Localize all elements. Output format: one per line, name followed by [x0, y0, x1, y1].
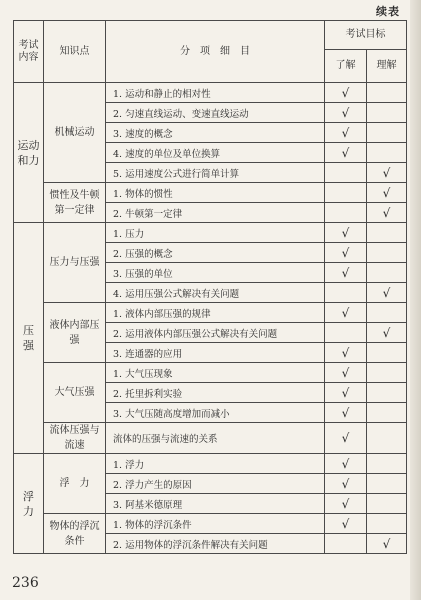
- detail-item: 1. 压力: [106, 223, 325, 243]
- table-row: [14, 83, 407, 103]
- knowledge-point-cell: 浮 力: [44, 454, 106, 514]
- knowledge-point-cell: 液体内部压强: [44, 303, 106, 363]
- comprehend-check-cell: [367, 534, 407, 554]
- table-row: [14, 454, 407, 474]
- check-mark-icon: √: [341, 125, 350, 140]
- understand-check-cell: [325, 323, 367, 343]
- check-mark-icon: √: [382, 536, 391, 551]
- understand-check-cell: [325, 103, 367, 123]
- understand-check-cell: [325, 303, 367, 323]
- detail-item: 3. 速度的概念: [106, 123, 325, 143]
- detail-item: 3. 连通器的应用: [106, 343, 325, 363]
- comprehend-check-cell: [367, 343, 407, 363]
- comprehend-check-cell: [367, 163, 407, 183]
- syllabus-body: [14, 83, 407, 554]
- detail-item: 1. 运动和静止的相对性: [106, 83, 325, 103]
- table-row: [14, 363, 407, 383]
- header-exam-goal: 考试目标: [325, 21, 407, 50]
- table-row: [14, 423, 407, 454]
- comprehend-check-cell: [367, 423, 407, 454]
- check-mark-icon: √: [382, 165, 391, 180]
- understand-check-cell: [325, 123, 367, 143]
- detail-item: 5. 运用速度公式进行简单计算: [106, 163, 325, 183]
- table-row: [14, 223, 407, 243]
- detail-item: 3. 大气压随高度增加而减小: [106, 403, 325, 423]
- knowledge-point-cell: 机械运动: [44, 83, 106, 183]
- check-mark-icon: √: [382, 185, 391, 200]
- check-mark-icon: √: [341, 145, 350, 160]
- table-row: [14, 183, 407, 203]
- knowledge-point-cell: 物体的浮沉条件: [44, 514, 106, 554]
- comprehend-check-cell: [367, 383, 407, 403]
- comprehend-check-cell: [367, 403, 407, 423]
- check-mark-icon: √: [341, 456, 350, 471]
- check-mark-icon: √: [341, 305, 350, 320]
- check-mark-icon: √: [382, 205, 391, 220]
- detail-item: 1. 物体的惯性: [106, 183, 325, 203]
- check-mark-icon: √: [341, 385, 350, 400]
- comprehend-check-cell: [367, 474, 407, 494]
- table-row: [14, 514, 407, 534]
- understand-check-cell: [325, 454, 367, 474]
- detail-item: 2. 匀速直线运动、变速直线运动: [106, 103, 325, 123]
- header-details: 分 项 细 目: [106, 21, 325, 83]
- understand-check-cell: [325, 403, 367, 423]
- page-edge: [410, 0, 421, 600]
- understand-check-cell: [325, 534, 367, 554]
- comprehend-check-cell: [367, 363, 407, 383]
- detail-item: 2. 运用液体内部压强公式解决有关问题: [106, 323, 325, 343]
- detail-item: 2. 运用物体的浮沉条件解决有关问题: [106, 534, 325, 554]
- comprehend-check-cell: [367, 514, 407, 534]
- check-mark-icon: √: [382, 325, 391, 340]
- knowledge-point-cell: 流体压强与流速: [44, 423, 106, 454]
- detail-item: 4. 速度的单位及单位换算: [106, 143, 325, 163]
- detail-item: 流体的压强与流速的关系: [106, 423, 325, 454]
- check-mark-icon: √: [341, 496, 350, 511]
- comprehend-check-cell: [367, 203, 407, 223]
- understand-check-cell: [325, 363, 367, 383]
- check-mark-icon: √: [341, 345, 350, 360]
- comprehend-check-cell: [367, 183, 407, 203]
- understand-check-cell: [325, 83, 367, 103]
- detail-item: 3. 压强的单位: [106, 263, 325, 283]
- check-mark-icon: √: [341, 405, 350, 420]
- comprehend-check-cell: [367, 283, 407, 303]
- comprehend-check-cell: [367, 303, 407, 323]
- understand-check-cell: [325, 263, 367, 283]
- header-comprehend: 理解: [367, 50, 407, 83]
- check-mark-icon: √: [341, 365, 350, 380]
- knowledge-point-cell: 压力与压强: [44, 223, 106, 303]
- understand-check-cell: [325, 283, 367, 303]
- check-mark-icon: √: [341, 85, 350, 100]
- header-knowledge-point: 知识点: [44, 21, 106, 83]
- comprehend-check-cell: [367, 143, 407, 163]
- comprehend-check-cell: [367, 263, 407, 283]
- understand-check-cell: [325, 243, 367, 263]
- check-mark-icon: √: [341, 265, 350, 280]
- detail-item: 2. 压强的概念: [106, 243, 325, 263]
- understand-check-cell: [325, 203, 367, 223]
- understand-check-cell: [325, 163, 367, 183]
- understand-check-cell: [325, 423, 367, 454]
- detail-item: 4. 运用压强公式解决有关问题: [106, 283, 325, 303]
- detail-item: 1. 浮力: [106, 454, 325, 474]
- table-row: [14, 303, 407, 323]
- comprehend-check-cell: [367, 123, 407, 143]
- check-mark-icon: √: [341, 516, 350, 531]
- understand-check-cell: [325, 494, 367, 514]
- category-cell: 运动和力: [14, 83, 44, 223]
- understand-check-cell: [325, 383, 367, 403]
- page-number: 236: [12, 575, 39, 591]
- header-understand: 了解: [325, 50, 367, 83]
- syllabus-table: [13, 20, 407, 554]
- category-cell: 浮力: [14, 454, 44, 554]
- header-category: 考试内容: [14, 21, 44, 83]
- comprehend-check-cell: [367, 454, 407, 474]
- comprehend-check-cell: [367, 243, 407, 263]
- check-mark-icon: √: [341, 225, 350, 240]
- comprehend-check-cell: [367, 223, 407, 243]
- knowledge-point-cell: 大气压强: [44, 363, 106, 423]
- check-mark-icon: √: [341, 245, 350, 260]
- understand-check-cell: [325, 223, 367, 243]
- comprehend-check-cell: [367, 494, 407, 514]
- understand-check-cell: [325, 143, 367, 163]
- check-mark-icon: √: [341, 431, 350, 445]
- understand-check-cell: [325, 514, 367, 534]
- check-mark-icon: √: [341, 476, 350, 491]
- understand-check-cell: [325, 183, 367, 203]
- detail-item: 1. 液体内部压强的规律: [106, 303, 325, 323]
- check-mark-icon: √: [382, 285, 391, 300]
- understand-check-cell: [325, 474, 367, 494]
- category-cell: 压强: [14, 223, 44, 454]
- detail-item: 2. 托里拆利实验: [106, 383, 325, 403]
- comprehend-check-cell: [367, 83, 407, 103]
- detail-item: 2. 浮力产生的原因: [106, 474, 325, 494]
- detail-item: 1. 物体的浮沉条件: [106, 514, 325, 534]
- check-mark-icon: √: [341, 105, 350, 120]
- detail-item: 3. 阿基米德原理: [106, 494, 325, 514]
- understand-check-cell: [325, 343, 367, 363]
- knowledge-point-cell: 惯性及牛顿第一定律: [44, 183, 106, 223]
- detail-item: 1. 大气压现象: [106, 363, 325, 383]
- continued-label: 续表: [376, 5, 400, 18]
- comprehend-check-cell: [367, 103, 407, 123]
- detail-item: 2. 牛顿第一定律: [106, 203, 325, 223]
- comprehend-check-cell: [367, 323, 407, 343]
